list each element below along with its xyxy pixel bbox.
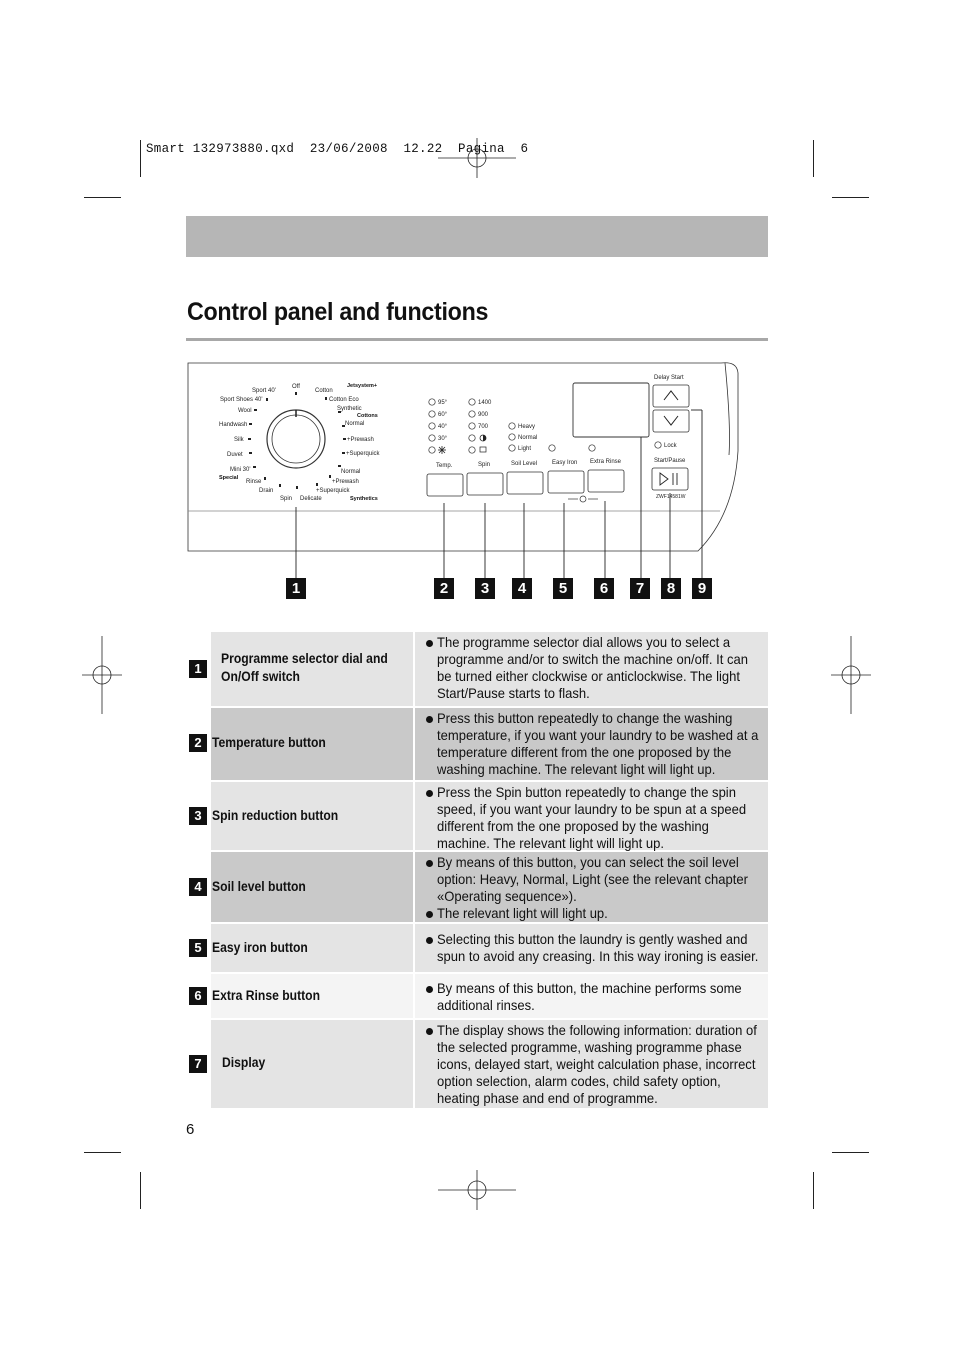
callout-6: 6 (594, 578, 614, 599)
rinse-hold-icon (480, 447, 486, 452)
callout-3: 3 (475, 578, 495, 599)
row-description: By means of this button, you can select the soil level option: Heavy, Normal, Light (see the relevant chapter «Operating sequence»). (437, 854, 748, 904)
header-bar (186, 216, 768, 257)
dial-label-sport-shoes: Sport Shoes 40' (220, 397, 263, 403)
row-description: Press the Spin button repeatedly to change the spin speed, if you want your laundry to be spun at a speed different from the one proposed by the washing machine. The relevant light will light up. (437, 784, 747, 851)
table-row (186, 1020, 768, 1108)
dial-label-silk: Silk (234, 437, 244, 443)
row-number: 2 (189, 734, 207, 752)
crop-mark (832, 1152, 869, 1153)
soil-normal: Normal (518, 435, 538, 441)
dial-label-synthetic: Synthetic (337, 406, 362, 412)
label-spin: Spin (478, 462, 491, 468)
model-number: ZWF14581W (656, 494, 686, 500)
dial-label-prewash-2: +Prewash (332, 479, 359, 485)
row-label: Soil level button (212, 879, 306, 894)
callout-1: 1 (286, 578, 306, 599)
spin-1400: 1400 (478, 400, 492, 406)
row-number: 4 (189, 878, 207, 896)
row-description: Selecting this button the laundry is gently washed and spun to avoid any creasing. In this way ironing is easier. (437, 931, 759, 964)
registration-mark-right (831, 636, 871, 714)
spin-700: 700 (478, 424, 489, 430)
soil-heavy: Heavy (518, 424, 536, 430)
row-description: The relevant light will light up. (437, 905, 608, 921)
delay-down-button (653, 410, 689, 432)
temp-button (427, 474, 463, 496)
spin-900: 900 (478, 412, 489, 418)
dial-label-special: Special (219, 475, 239, 481)
label-soil-level: Soil Level (511, 461, 538, 467)
dial-label-superquick-2: +Superquick (316, 488, 350, 494)
row-number: 7 (189, 1055, 207, 1073)
dial-label-wool: Wool (238, 408, 252, 414)
dial-label-sport: Sport 40' (252, 388, 276, 394)
programme-dial (267, 410, 325, 468)
label-lock: Lock (664, 443, 677, 449)
dial-label-mini30: Mini 30' (230, 467, 251, 473)
registration-mark-left (82, 636, 122, 714)
spin-button (467, 473, 503, 495)
row-label: Easy iron button (212, 940, 308, 955)
crop-mark (813, 1172, 814, 1209)
start-pause-button (652, 468, 688, 490)
dial-label-delicate: Delicate (300, 496, 322, 502)
label-temp: Temp. (436, 463, 453, 469)
row-description: By means of this button, the machine performs some additional rinses. (437, 980, 742, 1013)
dial-label-jetsystem: Jetsystem+ (347, 383, 378, 389)
soil-light: Light (518, 446, 532, 452)
page-title: Control panel and functions (187, 298, 489, 326)
row-description: The display shows the following information: duration of the selected programme, washing programme phase icons, delayed start, weight calculation phase, incorrect option selection, alarm codes, child safety option, heating phase and end of programme. (437, 1022, 757, 1106)
temp-60: 60° (438, 412, 448, 418)
easy-iron-button (548, 471, 584, 493)
table-row (186, 974, 768, 1018)
dial-label-drain: Drain (259, 488, 274, 494)
registration-mark-bottom (438, 1170, 516, 1210)
table-row (186, 782, 768, 850)
page-number: 6 (186, 1121, 195, 1138)
callout-2: 2 (434, 578, 454, 599)
callout-5: 5 (553, 578, 573, 599)
dial-label-superquick-1: +Superquick (346, 451, 380, 457)
callout-7: 7 (630, 578, 650, 599)
soil-level-button (507, 472, 543, 494)
label-delay-start: Delay Start (654, 375, 684, 381)
file-slug: Smart 132973880.qxd 23/06/2008 12.22 Pagina 6 (146, 142, 529, 156)
row-description: Press this button repeatedly to change the washing temperature, if you want your laundry to be washed at a temperature different from the one proposed by the washing machine. The relevant light will light up. (437, 710, 759, 777)
temp-30: 30° (438, 436, 448, 442)
extra-rinse-button (588, 470, 624, 492)
cold-icon (438, 446, 446, 454)
dial-label-synthetics: Synthetics (350, 496, 378, 502)
callout-9: 9 (692, 578, 712, 599)
label-start-pause: Start/Pause (654, 458, 686, 464)
dial-label-normal-2: Normal (341, 469, 361, 475)
display-screen (573, 383, 649, 437)
temp-40: 40° (438, 424, 448, 430)
row-description: The programme selector dial allows you to select a programme and/or to switch the machine on/off. It can be turned either clockwise or anticlockwise. The light Start/Pause starts to flash. (437, 634, 748, 701)
row-label: Spin reduction button (212, 808, 339, 823)
delay-up-button (653, 385, 689, 407)
crop-mark (140, 1172, 141, 1209)
row-number: 6 (189, 987, 207, 1005)
crop-mark (84, 197, 121, 198)
row-number: 1 (189, 660, 207, 678)
dial-label-cottons: Cottons (357, 413, 378, 419)
crop-mark (140, 140, 141, 177)
label-extra-rinse: Extra Rinse (590, 459, 622, 465)
callout-8: 8 (661, 578, 681, 599)
dial-label-handwash: Handwash (219, 422, 248, 428)
dial-label-normal-1: Normal (345, 421, 365, 427)
row-label: Extra Rinse button (212, 988, 321, 1003)
row-label: Programme selector dial and On/Off switch (221, 651, 388, 684)
table-row (186, 924, 768, 972)
row-label: Temperature button (212, 735, 326, 750)
dial-label-duvet: Duvet (227, 452, 243, 458)
crop-mark (832, 197, 869, 198)
no-spin-icon (480, 435, 486, 441)
table-row (186, 852, 768, 922)
child-lock-icon (568, 496, 598, 502)
callout-4: 4 (512, 578, 532, 599)
crop-mark (813, 140, 814, 177)
dial-label-rinse: Rinse (246, 479, 262, 485)
label-easy-iron: Easy Iron (552, 460, 578, 466)
dial-label-prewash-1: +Prewash (347, 437, 374, 443)
dial-label-off: Off (292, 384, 300, 390)
row-number: 3 (189, 807, 207, 825)
table-row (186, 708, 768, 780)
dial-label-cotton: Cotton (315, 388, 333, 394)
row-label: Display (222, 1055, 266, 1070)
crop-mark (84, 1152, 121, 1153)
title-rule (186, 338, 768, 341)
dial-label-cotton-eco: Cotton Eco (329, 397, 359, 403)
table-row (186, 632, 768, 706)
row-number: 5 (189, 939, 207, 957)
temp-95: 95° (438, 400, 448, 406)
dial-label-spin: Spin (280, 496, 293, 502)
control-panel-illustration (186, 355, 768, 600)
